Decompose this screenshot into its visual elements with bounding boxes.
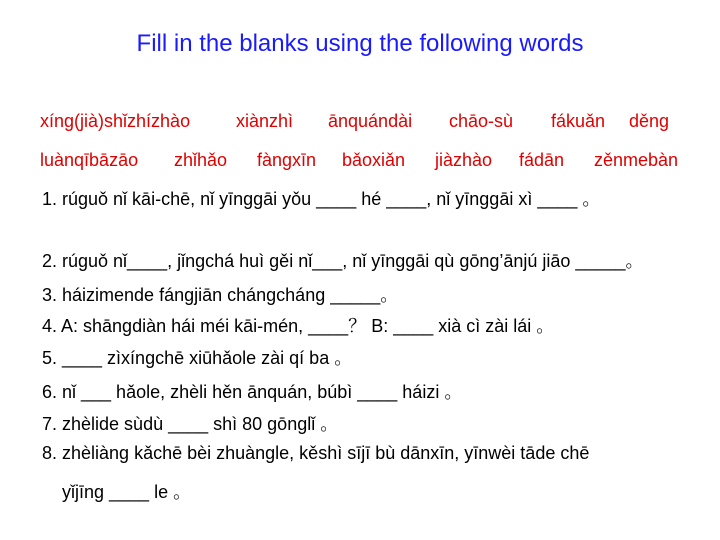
word-bank-item: ānquándài (328, 111, 413, 131)
question-5: 5. ____ zìxíngchē xiūhǎole zài qí ba 。 (42, 348, 353, 368)
word-bank-item: xíng(jià)shǐzhízhào (40, 111, 191, 131)
word-bank-item: zěnmebàn (594, 150, 679, 170)
question-4: 4. A: shāngdiàn hái méi kāi-mén, ____？ B: ____ xià cì zài lái 。 (42, 316, 555, 336)
word-bank-item: fàngxīn (257, 150, 317, 170)
worksheet-title: Fill in the blanks using the following words (136, 30, 584, 57)
word-bank-item: bǎoxiǎn (342, 150, 406, 170)
word-bank-item: fádān (519, 150, 565, 170)
question-6: 6. nǐ ___ hǎole, zhèli hěn ānquán, búbì ____ háizi 。 (42, 382, 463, 402)
word-bank-item: jiàzhào (435, 150, 493, 170)
question-3: 3. háizimende fángjiān chángcháng _____。 (42, 285, 399, 305)
question-8-continued: yǐjīng ____ le 。 (62, 482, 192, 502)
question-7: 7. zhèlide sùdù ____ shì 80 gōnglǐ 。 (42, 414, 339, 434)
word-bank-item: chāo-sù (449, 111, 514, 131)
question-8: 8. zhèliàng kǎchē bèi zhuàngle, kěshì sījī bù dānxīn, yīnwèi tāde chē (42, 443, 590, 463)
word-bank-item: luànqībāzāo (40, 150, 139, 170)
question-1: 1. rúguǒ nǐ kāi-chē, nǐ yīnggāi yǒu ____ hé ____, nǐ yīnggāi xì ____ 。 (42, 189, 601, 209)
word-bank-item: xiànzhì (236, 111, 294, 131)
word-bank-item: fákuǎn (551, 111, 606, 131)
question-2: 2. rúguǒ nǐ____, jǐngchá huì gěi nǐ___, nǐ yīnggāi qù gōng’ānjú jiāo _____。 (42, 251, 644, 271)
word-bank-item: děng (629, 111, 670, 131)
word-bank-item: zhǐhǎo (174, 150, 228, 170)
